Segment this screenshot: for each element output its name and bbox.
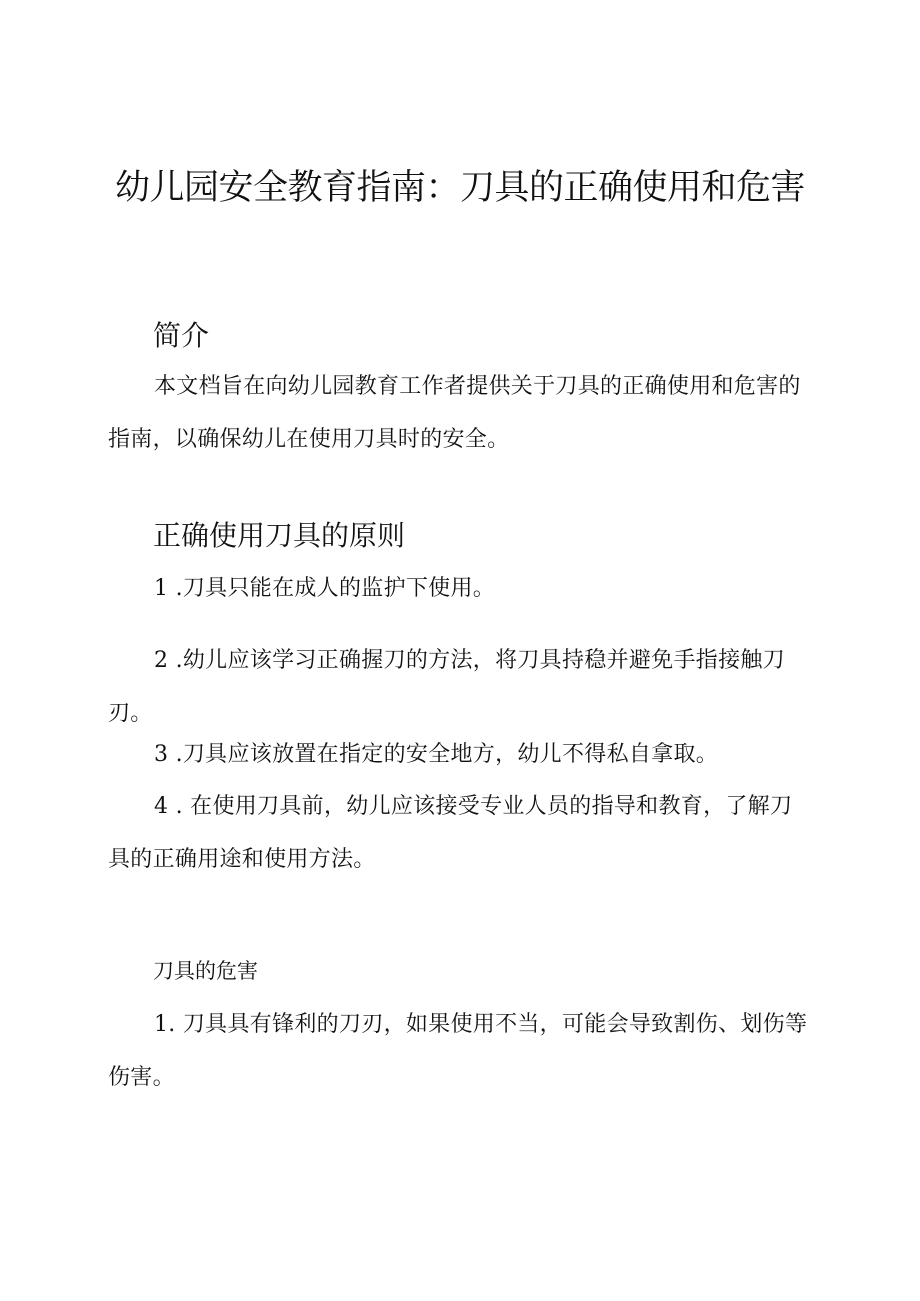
document-title: 幼儿园安全教育指南：刀具的正确使用和危害 [114,168,805,208]
principle-item-1: 1 .刀具只能在成人的监护下使用。 [154,576,496,601]
principle-item-3: 3 .刀具应该放置在指定的安全地方，幼儿不得私自拿取。 [154,742,719,767]
principle-item-2: 2 .幼儿应该学习正确握刀的方法，将刀具持稳并避免手指接触刀刃。 [108,648,785,726]
hazard-item-1: 1. 刀具具有锋利的刀刃，如果使用不当，可能会导致割伤、划伤等伤害。 [108,1012,808,1090]
section-heading-principles: 正确使用刀具的原则 [153,519,406,552]
section-heading-intro: 简介 [153,319,210,352]
intro-paragraph: 本文档旨在向幼儿园教育工作者提供关于刀具的正确使用和危害的指南，以确保幼儿在使用刀具时的安全。 [108,374,801,452]
principle-item-4: 4 . 在使用刀具前，幼儿应该接受专业人员的指导和教育，了解刀具的正确用途和使用方法。 [108,794,793,872]
section-heading-hazards: 刀具的危害 [153,959,258,983]
